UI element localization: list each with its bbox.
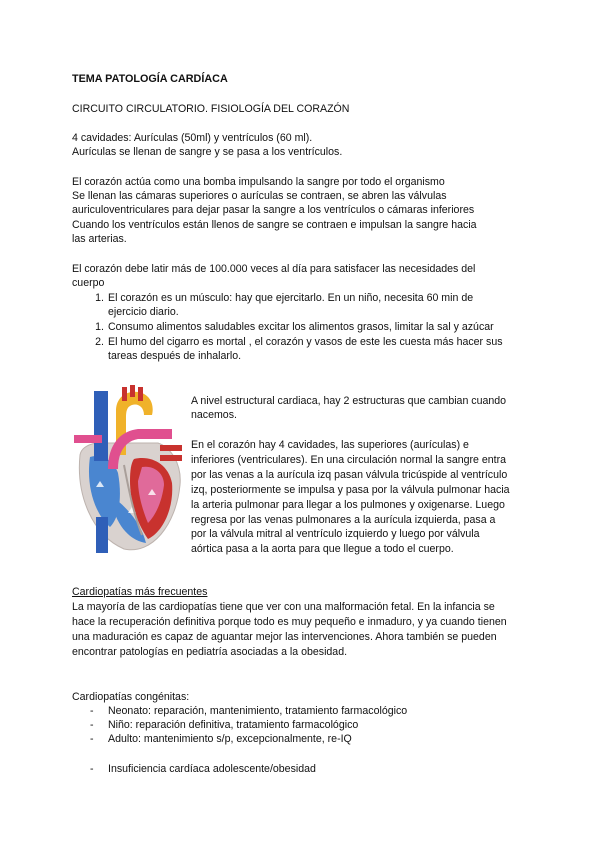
side-paragraph-line: A nivel estructural cardiaca, hay 2 estructuras que cambian cuando xyxy=(191,395,507,407)
section-heading: Cardiopatías más frecuentes xyxy=(72,586,208,598)
congenital-heading: Cardiopatías congénitas: xyxy=(72,691,190,703)
bullet-dash: - xyxy=(90,733,94,745)
list-item: Neonato: reparación, mantenimiento, tratamiento farmacológico xyxy=(108,705,408,717)
list-item-continuation: ejercicio diario. xyxy=(108,306,179,318)
paragraph-line: La mayoría de las cardiopatías tiene que ver con una malformación fetal. En la infancia se xyxy=(72,601,495,613)
side-paragraph-line: nacemos. xyxy=(191,409,237,421)
list-number: 2. xyxy=(95,336,104,348)
side-paragraph-line: aórtica pasa a la aorta para que llegue a todo el cuerpo. xyxy=(191,543,454,555)
list-item-continuation: tareas después de inhalarlo. xyxy=(108,350,242,362)
paragraph-line: El corazón actúa como una bomba impulsando la sangre por todo el organismo xyxy=(72,176,445,188)
side-paragraph-line: por la válvula mitral al ventrículo izquierdo y luego por válvula xyxy=(191,528,480,540)
paragraph-line: El corazón debe latir más de 100.000 veces al día para satisfacer las necesidades del xyxy=(72,263,476,275)
paragraph-line: una maduración es capaz de aguantar mejor las intervenciones. Ahora también se pueden xyxy=(72,631,497,643)
paragraph-line: las arterias. xyxy=(72,233,127,245)
paragraph-line: Aurículas se llenan de sangre y se pasa a los ventrículos. xyxy=(72,146,343,158)
side-paragraph-line: por las venas a la aurícula izq pasan válvula tricúspide al ventrículo xyxy=(191,469,508,481)
list-number: 1. xyxy=(95,321,104,333)
bullet-dash: - xyxy=(90,719,94,731)
paragraph-line: Se llenan las cámaras superiores o aurículas se contraen, se abren las válvulas xyxy=(72,190,447,202)
side-paragraph-line: regresa por las venas pulmonares a la aurícula izquierda, pasa a xyxy=(191,514,496,526)
list-item: Niño: reparación definitiva, tratamiento farmacológico xyxy=(108,719,359,731)
list-item: El corazón es un músculo: hay que ejercitarlo. En un niño, necesita 60 min de xyxy=(108,292,474,304)
list-item: Insuficiencia cardíaca adolescente/obesidad xyxy=(108,763,316,775)
side-paragraph-line: En el corazón hay 4 cavidades, las superiores (aurículas) e xyxy=(191,439,469,451)
list-item: El humo del cigarro es mortal , el corazón y vasos de este les cuesta más hacer sus xyxy=(108,336,503,348)
side-paragraph-line: inferiores (ventriculares). En una circulación normal la sangre entra xyxy=(191,454,507,466)
paragraph-line: 4 cavidades: Aurículas (50ml) y ventrículos (60 ml). xyxy=(72,132,313,144)
paragraph-line: auriculoventriculares para dejar pasar la sangre a los ventrículos o cámaras inferiores xyxy=(72,204,475,216)
section-subtitle: CIRCUITO CIRCULATORIO. FISIOLOGÍA DEL CORAZÓN xyxy=(72,103,350,115)
paragraph-line: cuerpo xyxy=(72,277,105,289)
bullet-dash: - xyxy=(90,763,94,775)
side-paragraph-line: la arteria pulmonar para llegar a los pulmones y oxigenarse. Luego xyxy=(191,499,505,511)
document-title: TEMA PATOLOGÍA CARDÍACA xyxy=(72,73,228,85)
paragraph-line: Cuando los ventrículos están llenos de sangre se contraen e impulsan la sangre hacia xyxy=(72,219,477,231)
heart-anatomy-diagram xyxy=(72,385,184,557)
side-paragraph-line: izq, posteriormente se impulsa y pasa por la válvula pulmonar hacia xyxy=(191,484,510,496)
list-number: 1. xyxy=(95,292,104,304)
list-item: Adulto: mantenimiento s/p, excepcionalmente, re-IQ xyxy=(108,733,352,745)
paragraph-line: hace la recuperación definitiva porque todo es muy pequeño e inmaduro, y ya cuando tienen xyxy=(72,616,507,628)
paragraph-line: encontrar patologías en pediatría asociadas a la obesidad. xyxy=(72,646,348,658)
bullet-dash: - xyxy=(90,705,94,717)
list-item: Consumo alimentos saludables excitar los alimentos grasos, limitar la sal y azúcar xyxy=(108,321,494,333)
